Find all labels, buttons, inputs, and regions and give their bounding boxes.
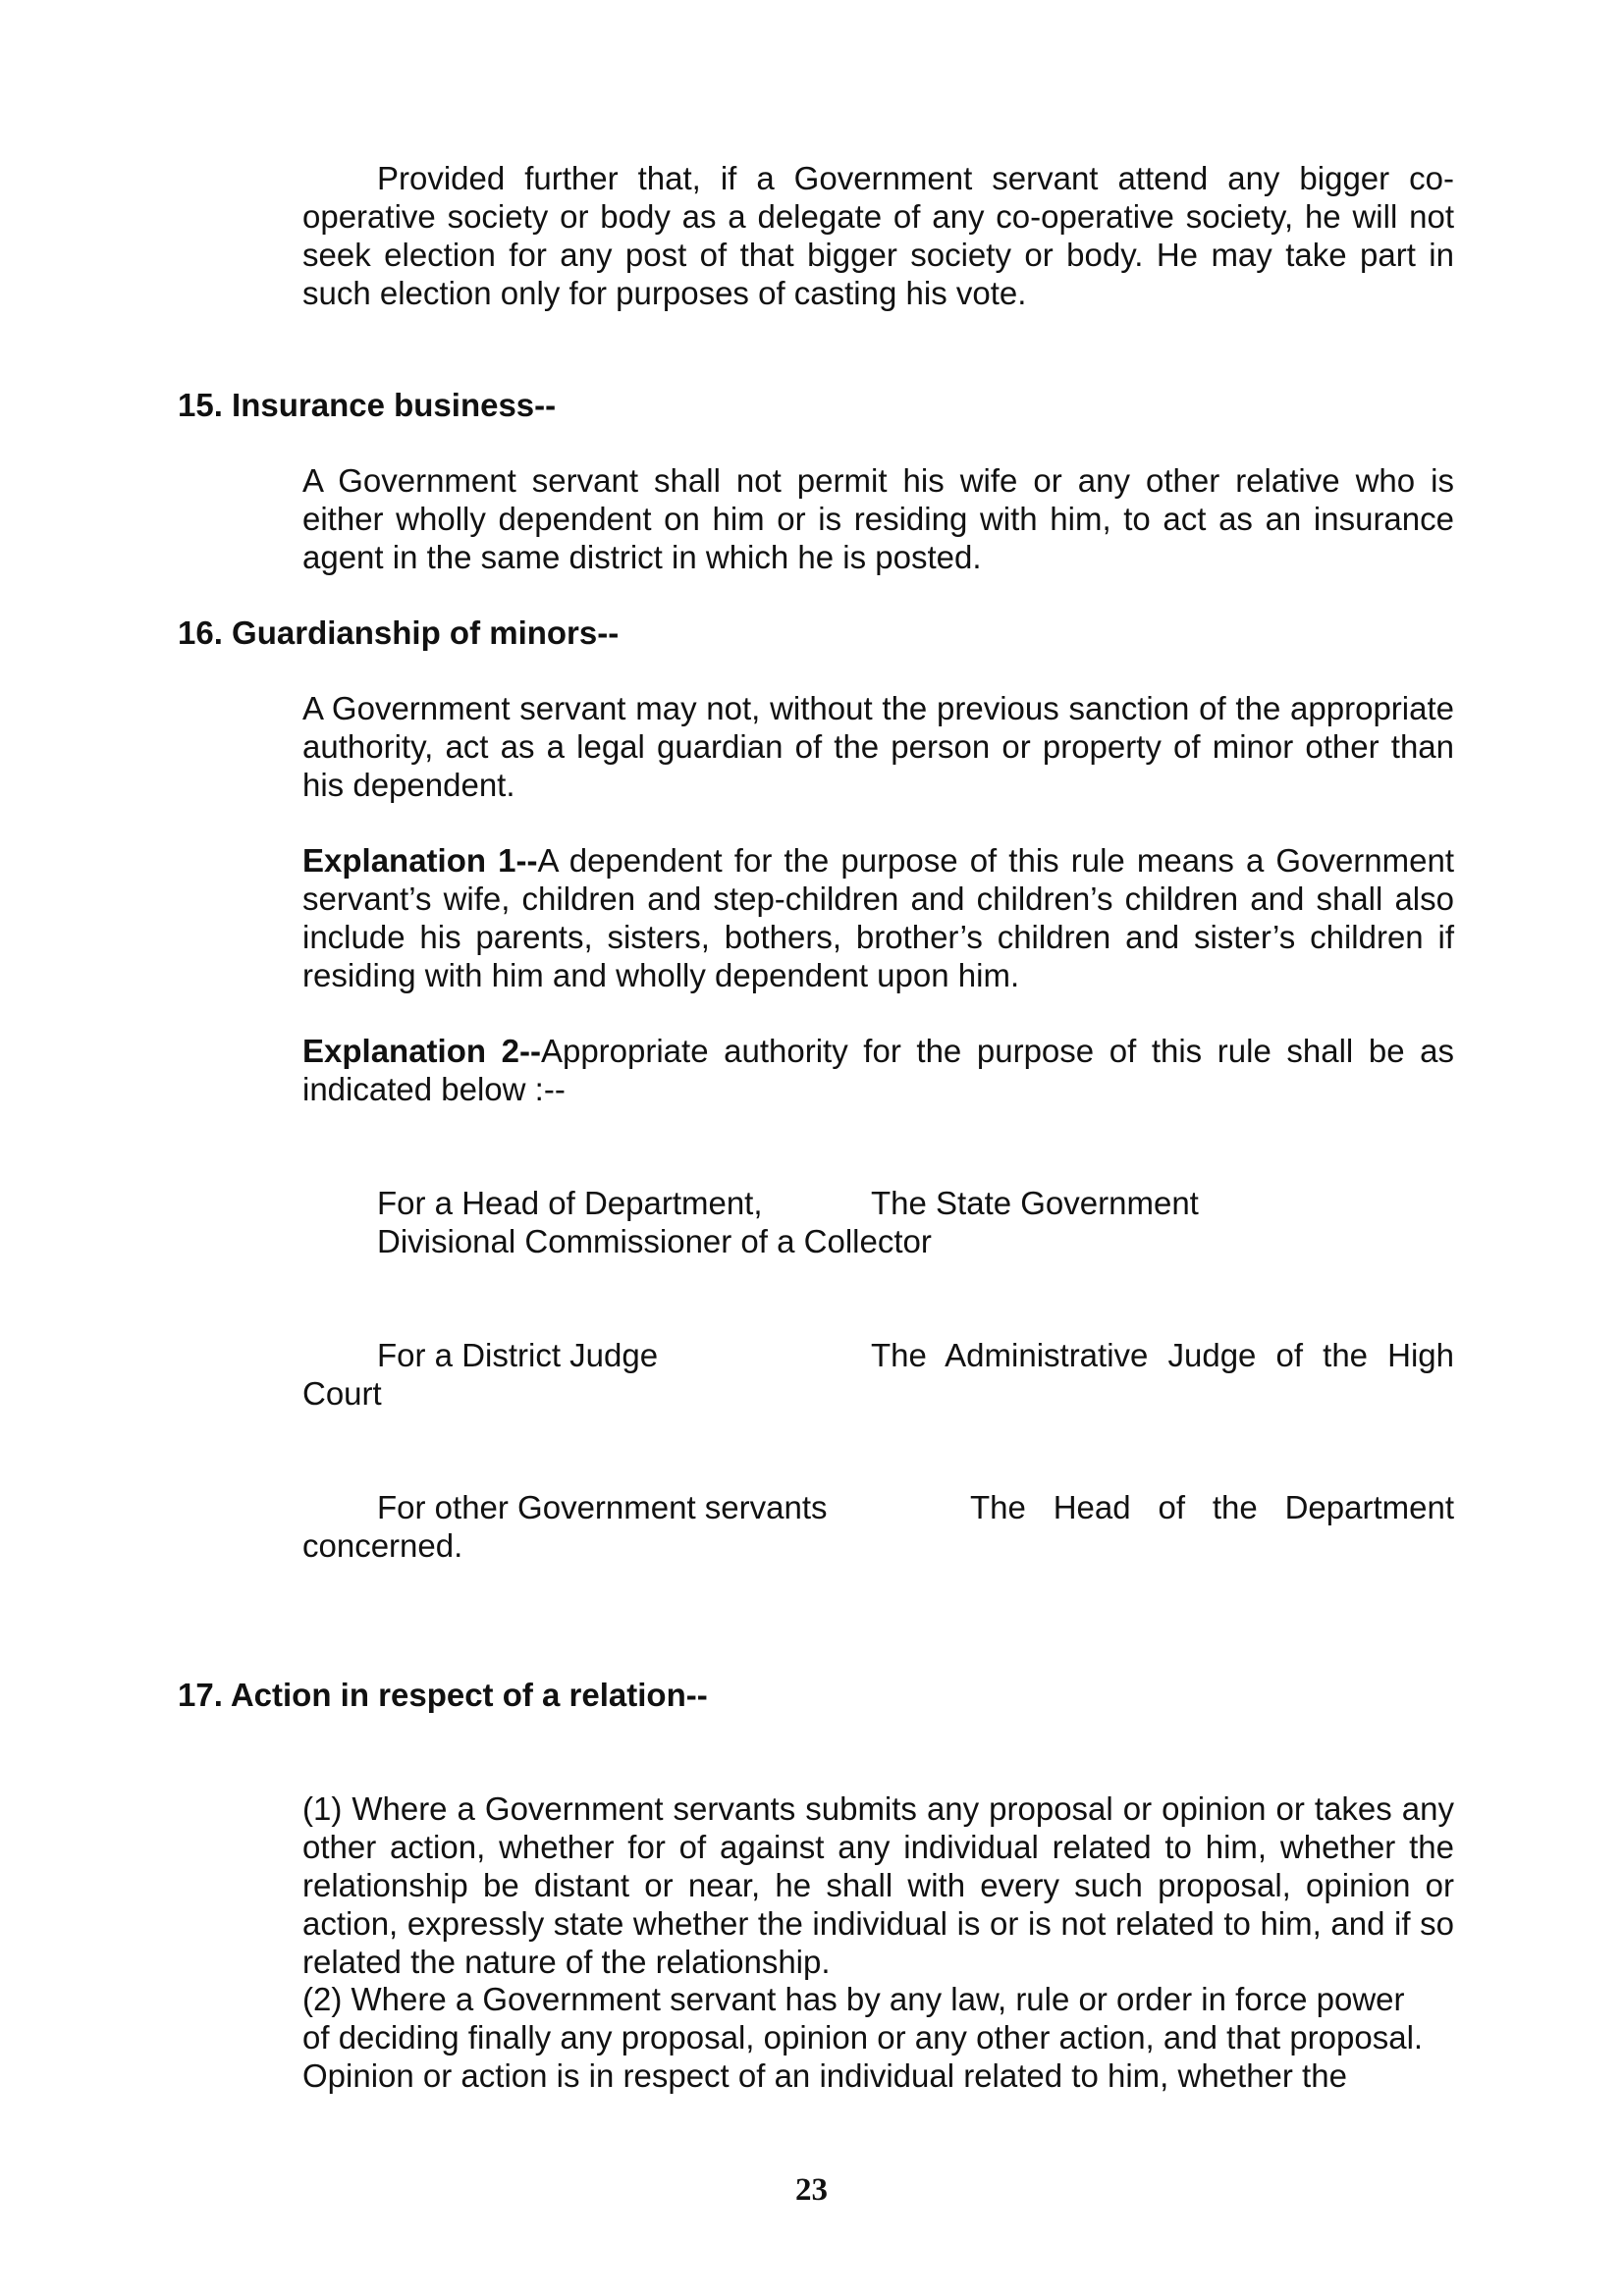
authority-row-2-authority: The Administrative Judge of the High [871,1337,1454,1373]
section-15-body: A Government servant shall not permit his wife or any other relative who is either wholly dependent on him or is residing with him, to act as an insurance agent in the same district in which he is posted. [302,462,1454,575]
section-17-para-2-line-1: (2) Where a Government servant has by any law, rule or order in force power [302,1981,1405,2017]
explanation-2 [302,1032,1454,1108]
page-number: 23 [795,2172,828,2208]
explanation-2-text: Appropriate authority for the purpose of this rule shall be as indicated below :-- [302,1033,1454,1107]
authority-row-1-for: For a Head of Department, [377,1185,763,1221]
authority-row-2-continuation: Court [302,1375,382,1412]
section-17-para-2-line-2: of deciding finally any proposal, opinion or any other action, and that proposal. [302,2019,1424,2056]
section-15-heading: 15. Insurance business-- [178,387,557,423]
explanation-2-label: Explanation 2-- [302,1033,541,1069]
explanation-1 [302,841,1454,994]
authority-row-3-for: For other Government servants [377,1489,828,1525]
section-17-heading: 17. Action in respect of a relation-- [178,1677,708,1713]
section-16-heading: 16. Guardianship of minors-- [178,614,620,651]
section-16-body: A Government servant may not, without the previous sanction of the appropriate authority, act as a legal guardian of the person or property of minor other than his dependent. [302,690,1454,803]
section-17-para-2-line-3: Opinion or action is in respect of an individual related to him, whether the [302,2057,1347,2094]
authority-row-3-continuation: concerned. [302,1527,463,1564]
section-17-para-1: (1) Where a Government servants submits any proposal or opinion or takes any other action, whether for of against any individual related to him, whether the relationship be distant or near, he shall with every such proposal, opinion or action, expressly state whether the individual is or is not related to him, and if so related the nature of the relationship. [302,1790,1454,1980]
authority-row-2-for: For a District Judge [377,1337,659,1373]
proviso-paragraph: Provided further that, if a Government servant attend any bigger co-operative society or body as a delegate of any co-operative society, he will not seek election for any post of that bigger society or body. He may take part in such election only for purposes of casting his vote. [302,160,1454,311]
authority-row-1-continuation: Divisional Commissioner of a Collector [377,1223,932,1259]
authority-row-3-authority: The Head of the Department [970,1489,1454,1525]
explanation-1-text: A dependent for the purpose of this rule means a Government servant’s wife, children and step-children and children’s children and shall also include his parents, sisters, bothers, brother’s children and sister’s children if residing with him and wholly dependent upon him. [302,842,1455,993]
authority-row-1-authority: The State Government [871,1185,1199,1221]
explanation-1-label: Explanation 1-- [302,842,538,879]
